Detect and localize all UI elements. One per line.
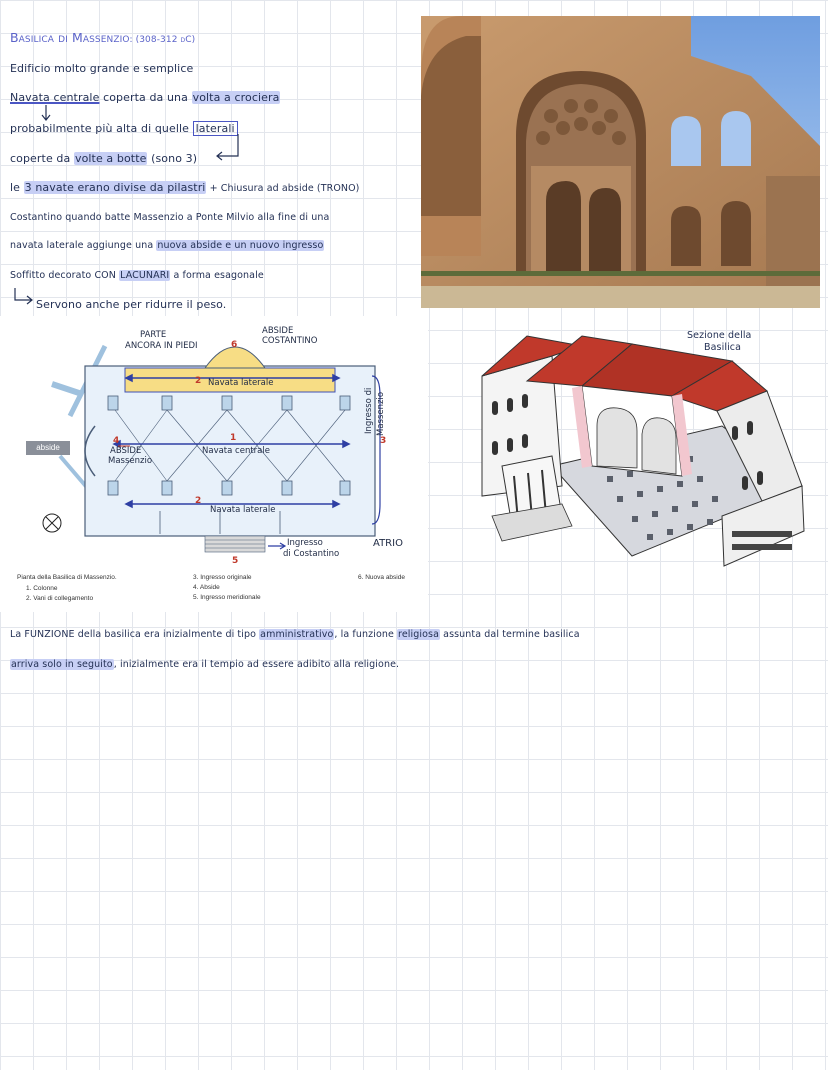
plan-legend-2: 2. Vani di collegamento — [26, 595, 94, 602]
note-line-5 — [10, 181, 360, 194]
note-highlight: arriva solo in seguito — [11, 659, 113, 670]
ancora-label: ANCORA IN PIEDI — [125, 341, 198, 351]
note-line-9 — [36, 298, 226, 311]
note-text: Servono anche per ridurre il peso. — [36, 298, 227, 311]
note-highlight: religiosa — [398, 629, 440, 640]
costantino-label: COSTANTINO — [262, 336, 318, 346]
note-text: Costantino quando batte Massenzio a Ponte Milvio alla fine di una — [10, 212, 330, 223]
note-text: (sono 3) — [147, 152, 198, 165]
note-text: , inizialmente era il tempio ad essere adibito alla religione. — [113, 659, 400, 670]
section-label-1: Sezione della — [687, 330, 752, 341]
floor-plan — [0, 316, 428, 612]
note-line-2 — [10, 91, 280, 104]
atrio-label: ATRIO — [373, 538, 403, 549]
note-text: coperta da una — [99, 91, 192, 104]
plan-number-2-bottom: 2 — [195, 496, 202, 506]
plan-legend-6: 6. Nuova abside — [358, 574, 405, 581]
note-highlight: amministrativo — [260, 629, 334, 640]
plan-number-2-top: 2 — [195, 376, 202, 386]
note-highlight: 3 navate erano divise da pilastri — [24, 181, 206, 194]
note-text: Soffitto decorato CON — [10, 270, 120, 281]
navata-centrale-label: Navata centrale — [202, 446, 270, 456]
ingresso-massenzio-label-1: Ingresso di — [364, 387, 374, 434]
plan-number-6: 6 — [231, 340, 238, 350]
plan-number-4: 4 — [113, 436, 120, 446]
note-text: navata laterale aggiunge una — [10, 240, 157, 251]
note-text: coperte da — [10, 152, 74, 165]
page-title — [10, 30, 195, 45]
note-line-7 — [10, 240, 324, 251]
abside-massenzio-label-1: ABSIDE — [110, 446, 142, 456]
note-text: Edificio molto grande e semplice — [10, 62, 194, 75]
note-boxed: laterali — [193, 121, 238, 136]
ruins-illustration — [421, 16, 820, 308]
note-line-8 — [10, 270, 264, 281]
section-label-2: Basilica — [704, 342, 742, 353]
plan-caption-title: Pianta della Basilica di Massenzio. — [17, 574, 117, 581]
note-text: assunta dal termine basilica — [440, 629, 580, 640]
plan-legend-1: 1. Colonne — [26, 585, 58, 592]
plan-number-5: 5 — [232, 556, 239, 566]
note-text: le — [10, 181, 24, 194]
note-line-4 — [10, 152, 197, 165]
note-text: a forma esagonale — [170, 270, 264, 281]
navata-laterale-bottom-label: Navata laterale — [210, 505, 276, 515]
plan-drawing — [0, 316, 428, 612]
note-highlight: nuova abside e un nuovo ingresso — [157, 240, 324, 251]
arrow-return-icon — [12, 287, 34, 307]
abside-costantino-label: ABSIDE — [262, 326, 294, 336]
basilica-photo — [421, 16, 820, 308]
title-dates: : (308-312 dC) — [129, 35, 196, 45]
note-text: , la funzione — [334, 629, 398, 640]
section-drawing — [432, 316, 828, 612]
note-line-6 — [10, 212, 329, 223]
note-line-3 — [10, 122, 238, 135]
parte-label: PARTE — [140, 330, 167, 340]
arrow-down-icon — [40, 104, 52, 122]
arrow-hook-icon — [214, 132, 244, 162]
note-text: + Chiusura ad abside (TRONO) — [206, 183, 360, 194]
ingresso-massenzio-label-2: Massenzio — [376, 391, 386, 436]
title-text: Basilica di Massenzio — [10, 30, 130, 45]
note-text: Navata centrale — [10, 91, 100, 104]
plan-number-3: 3 — [380, 436, 387, 446]
ingresso-costantino-label-1: Ingresso — [287, 538, 323, 548]
plan-legend-3: 3. Ingresso originale — [193, 574, 252, 581]
bottom-line-1 — [10, 629, 580, 640]
plan-number-1: 1 — [230, 433, 237, 443]
plan-legend-5: 5. Ingresso meridionale — [193, 594, 261, 601]
note-text: probabilmente più alta di quelle — [10, 122, 193, 135]
note-highlight: LACUNARI — [120, 270, 170, 281]
section-illustration — [432, 316, 828, 612]
note-highlight: volte a botte — [74, 152, 147, 165]
abside-tag: abside — [26, 441, 70, 455]
plan-legend-4: 4. Abside — [193, 584, 220, 591]
note-line-1 — [10, 62, 193, 75]
note-text: La FUNZIONE della basilica era inizialmente di tipo — [10, 629, 260, 640]
ingresso-costantino-label-2: di Costantino — [283, 549, 340, 559]
navata-laterale-top-label: Navata laterale — [208, 378, 274, 388]
bottom-line-2 — [10, 659, 399, 670]
abside-massenzio-label-2: Massenzio — [108, 456, 153, 466]
note-highlight: volta a crociera — [192, 91, 280, 104]
